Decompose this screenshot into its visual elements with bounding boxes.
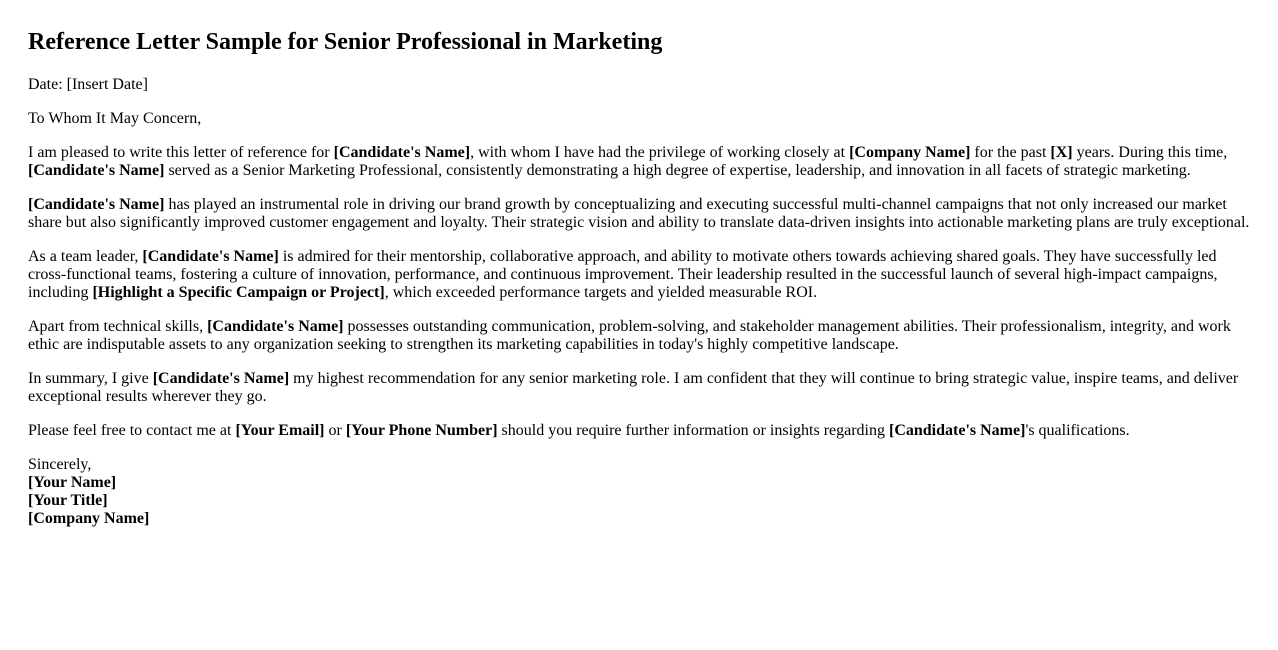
paragraph-contact (28, 422, 1256, 440)
signature-block (28, 456, 1256, 528)
text-segment: In summary, I give (28, 370, 153, 387)
text-segment: my highest recommendation for any senior marketing role. I am confident that they will continue to bring strategic value, inspire teams, and deliver exceptional results wherever they go. (28, 370, 1239, 405)
text-segment: has played an instrumental role in driving our brand growth by conceptualizing and executing successful multi-channel campaigns that not only increased our market share but also significantly improved customer engagement and loyalty. Their strategic vision and ability to translate data-driven insights into actionable marketing plans are truly exceptional. (28, 196, 1250, 231)
text-segment: for the past (970, 144, 1051, 161)
placeholder-candidate-name: [Candidate's Name] (142, 248, 279, 265)
placeholder-company-name: [Company Name] (849, 144, 971, 161)
date-line: Date: [Insert Date] (28, 76, 148, 93)
text-segment: or (324, 422, 346, 439)
text-segment: , which exceeded performance targets and yielded measurable ROI. (384, 284, 818, 301)
text-segment: 's qualifications. (1025, 422, 1130, 439)
placeholder-candidate-name: [Candidate's Name] (28, 162, 165, 179)
placeholder-phone: [Your Phone Number] (345, 422, 498, 439)
signature-name: [Your Name] (28, 474, 117, 491)
signature-company: [Company Name] (28, 510, 150, 527)
paragraph-introduction (28, 144, 1256, 180)
placeholder-candidate-name: [Candidate's Name] (333, 144, 471, 161)
paragraph-summary (28, 370, 1256, 406)
placeholder-candidate-name: [Candidate's Name] (28, 196, 165, 213)
closing: Sincerely, (28, 456, 92, 473)
text-segment: Apart from technical skills, (28, 318, 208, 335)
text-segment: years. During this time, (1072, 144, 1228, 161)
placeholder-years: [X] (1050, 144, 1073, 161)
paragraph-leadership (28, 248, 1256, 302)
placeholder-candidate-name: [Candidate's Name] (152, 370, 290, 387)
page-title: Reference Letter Sample for Senior Professional in Marketing (28, 29, 663, 55)
text-segment: possesses outstanding communication, problem-solving, and stakeholder management abilities. Their professionalism, integrity, and work ethic are indisputable assets to any organization seeking to strengthen its marketing capabilities in today's highly competitive landscape. (28, 318, 1231, 353)
text-segment: Please feel free to contact me at (28, 422, 236, 439)
signature-title: [Your Title] (28, 492, 108, 509)
text-segment: , with whom I have had the privilege of working closely at (470, 144, 850, 161)
text-segment: served as a Senior Marketing Professional, consistently demonstrating a high degree of expertise, leadership, and innovation in all facets of strategic marketing. (164, 162, 1191, 179)
placeholder-campaign: [Highlight a Specific Campaign or Project] (92, 284, 385, 301)
paragraph-skills (28, 318, 1256, 354)
salutation: To Whom It May Concern, (28, 110, 202, 127)
text-segment: should you require further information or insights regarding (497, 422, 889, 439)
text-segment: is admired for their mentorship, collaborative approach, and ability to motivate others towards achieving shared goals. They have successfully led cross-functional teams, fostering a culture of innovation, performance, and continuous improvement. Their leadership resulted in the successful launch of several high-impact campaigns, including (28, 248, 1218, 301)
placeholder-candidate-name: [Candidate's Name] (889, 422, 1026, 439)
placeholder-email: [Your Email] (235, 422, 325, 439)
text-segment: I am pleased to write this letter of reference for (28, 144, 334, 161)
paragraph-brand-growth (28, 196, 1256, 232)
text-segment: As a team leader, (28, 248, 143, 265)
placeholder-candidate-name: [Candidate's Name] (207, 318, 344, 335)
